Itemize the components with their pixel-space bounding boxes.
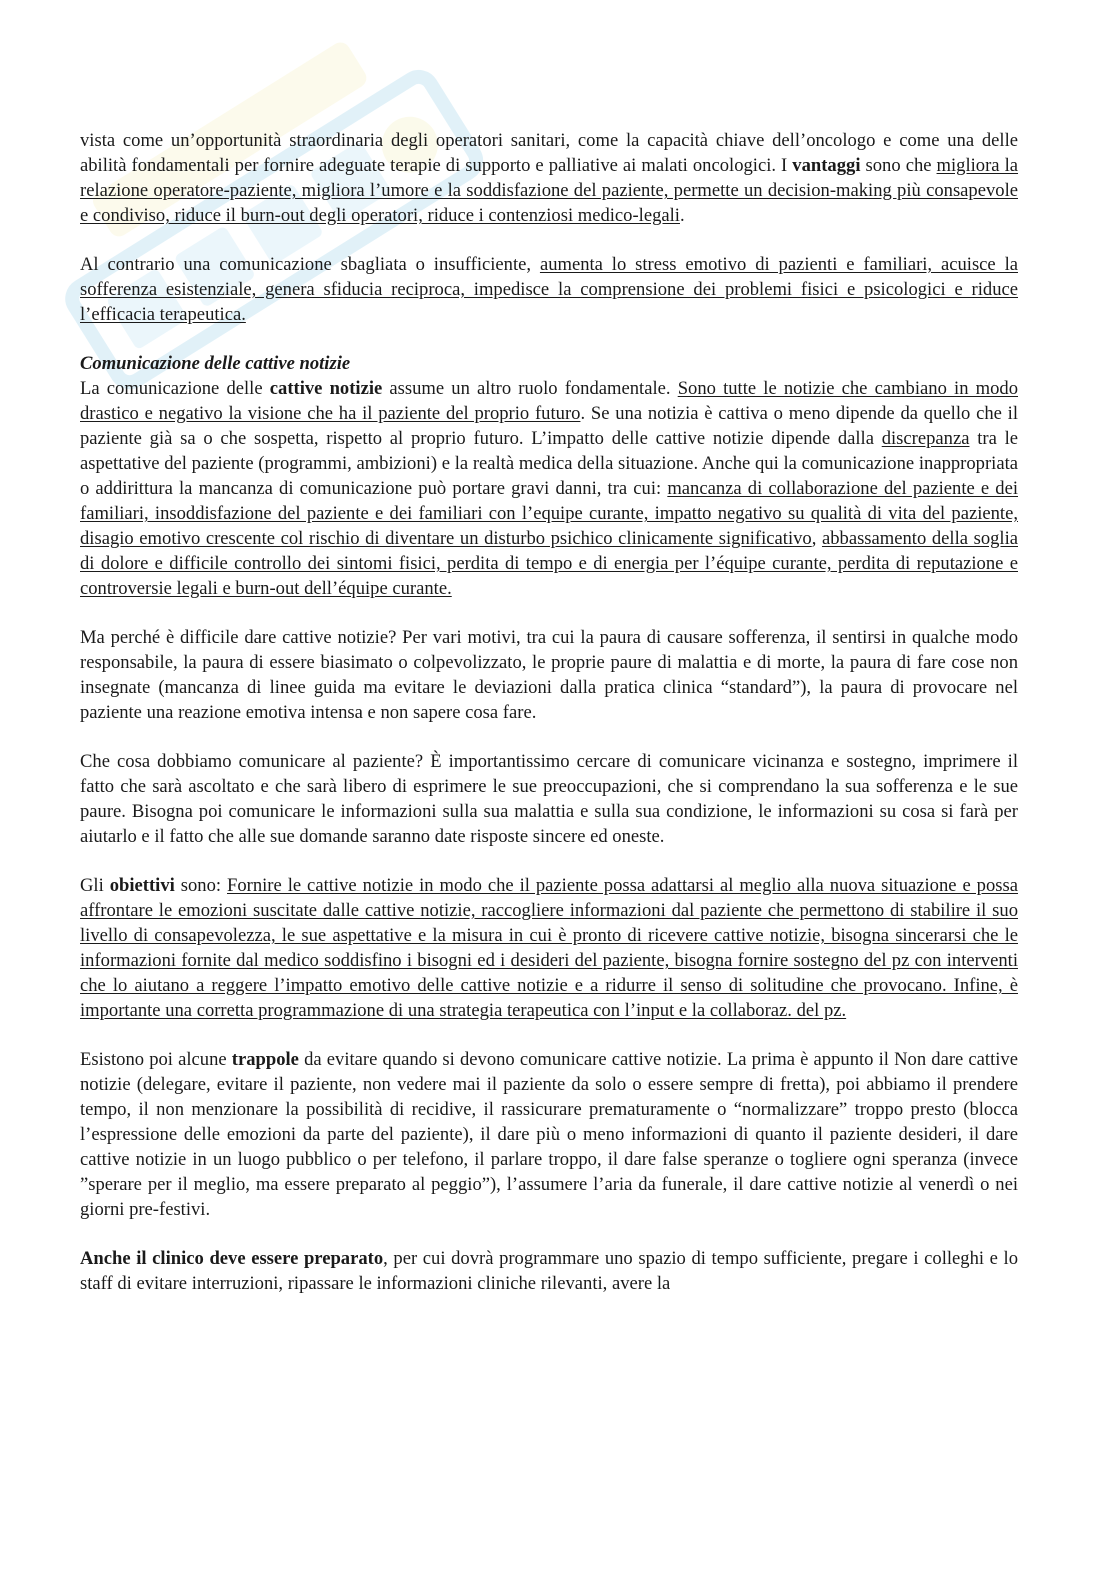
paragraph-cattive-notizie: La comunicazione delle cattive notizie assume un altro ruolo fondamentale. Sono tutte le notizie che cambiano in modo drastico e negativo la visione che ha il paziente del proprio futuro. Se una notizia è cattiva o meno dipende da quello che il paziente già sa o che sospetta, rispetto al proprio futuro. L’impatto delle cattive notizie dipende dalla discrepanza tra le aspettative del paziente (programmi, ambizioni) e la realtà medica della situazione. Anche qui la comunicazione inappropriata o addirittura la mancanza di comunicazione può portare gravi danni, tra cui: mancanza di collaborazione del paziente e dei familiari, insoddisfazione del paziente e dei familiari con l’equipe curante, impatto negativo su qualità di vita del paziente, disagio emotivo crescente col rischio di diventare un disturbo psichico clinicamente significativo, abbassamento della soglia di dolore e difficile controllo dei sintomi fisici, perdita di tempo e di energia per l’équipe curante, perdita di reputazione e controversie legali e burn-out dell’équipe curante. — [80, 378, 1019, 599]
paragraph-trappole: Esistono poi alcune trappole da evitare quando si devono comunicare cattive notizie. La prima è appunto il Non dare cattive notizie (delegare, evitare il paziente, non vedere mai il paziente da solo o essere sempre di fretta), poi abbiamo il prendere tempo, il non menzionare la possibilità di recidive, il rassicurare prematuramente o “normalizzare” troppo presto (blocca l’espressione delle emozioni da parte del paziente), il dare più o meno informazioni di quanto il paziente desideri, il dare cattive notizie in un luogo pubblico o per telefono, il parlare troppo, il dare false speranze o togliere ogni speranza (invece ”sperare per il meglio, ma essere preparato al peggio”), l’assumere l’aria da funerale, il dare cattive notizie al venerdì o nei giorni pre-festivi. — [80, 1049, 1018, 1220]
bold-term: cattive notizie — [269, 378, 383, 399]
bold-term: Anche il clinico deve essere preparato — [80, 1248, 384, 1269]
document-page — [80, 128, 1018, 1296]
underlined-text: migliora la relazione operatore-paziente, migliora l’umore e la soddisfazione del paziente, permette un decision-making più consapevole e condiviso, riduce il burn-out degli operatori, riduce i contenziosi medico-legali — [80, 155, 1019, 226]
section-heading: Comunicazione delle cattive notizie — [80, 353, 351, 374]
underlined-text: discrepanza — [881, 428, 970, 449]
underlined-text: Fornire le cattive notizie in modo che il paziente possa adattarsi al meglio alla nuova situazione e possa affrontare le emozioni suscitate dalle cattive notizie, raccogliere informazioni dal paziente che permettono di stabilire il suo livello di consapevolezza, le sue aspettative e la misura in cui è pronto di ricevere cattive notizie, bisogna sincerarsi che le informazioni fornite dal medico soddisfino i bisogni ed i desideri del paziente, bisogna fornire sostegno del pz con interventi che lo aiutano a reggere l’impatto emotivo delle cattive notizie e a ridurre il senso di solitudine che provocano. Infine, è importante una corretta programmazione di una strategia terapeutica con l’input e la collaboraz. del pz. — [80, 875, 1018, 1021]
paragraph-obiettivi: Gli obiettivi sono: Fornire le cattive notizie in modo che il paziente possa adattarsi al meglio alla nuova situazione e possa affrontare le emozioni suscitate dalle cattive notizie, raccogliere informazioni dal paziente che permettono di stabilire il suo livello di consapevolezza, le sue aspettative e la misura in cui è pronto di ricevere cattive notizie, bisogna sincerarsi che le informazioni fornite dal medico soddisfino i bisogni ed i desideri del paziente, bisogna fornire sostegno del pz con interventi che lo aiutano a reggere l’impatto emotivo delle cattive notizie e a ridurre il senso di solitudine che provocano. Infine, è importante una corretta programmazione di una strategia terapeutica con l’input e la collaboraz. del pz. — [80, 875, 1018, 1021]
paragraph-cosa-comunicare: Che cosa dobbiamo comunicare al paziente? È importantissimo cercare di comunicare vicinanza e sostegno, imprimere il fatto che sarà ascoltato e che sarà libero di esprimere le sue preoccupazioni, che si comprendano la sua sofferenza e le sue paure. Bisogna poi comunicare le informazioni sulla sua malattia e sulla sua condizione, le informazioni su cosa si farà per aiutarlo e il fatto che alle sue domande saranno date risposte sincere ed oneste. — [80, 751, 1018, 847]
underlined-text: abbassamento della soglia di dolore e difficile controllo dei sintomi fisici, perdita di tempo e di energia per l’équipe curante, perdita di reputazione e controversie legali e burn-out dell’équipe curante. — [80, 528, 1018, 599]
underlined-text: mancanza di collaborazione del paziente e dei familiari, insoddisfazione del paziente e dei familiari con l’equipe curante, impatto negativo su qualità di vita del paziente, disagio emotivo crescente col rischio di diventare un disturbo psichico clinicamente significativo — [80, 478, 1018, 549]
bold-term: vantaggi — [792, 155, 861, 176]
bold-term: trappole — [231, 1049, 299, 1070]
paragraph-vantaggi: vista come un’opportunità straordinaria degli operatori sanitari, come la capacità chiave dell’oncologo e come una delle abilità fondamentali per fornire adeguate terapie di supporto e palliative ai malati oncologici. I vantaggi sono che migliora la relazione operatore-paziente, migliora l’umore e la soddisfazione del paziente, permette un decision-making più consapevole e condiviso, riduce il burn-out degli operatori, riduce i contenziosi medico-legali. — [80, 130, 1019, 226]
underlined-text: Sono tutte le notizie che cambiano in modo drastico e negativo la visione che ha il paziente del proprio futuro — [80, 378, 1019, 424]
paragraph-perche-difficile: Ma perché è difficile dare cattive notizie? Per vari motivi, tra cui la paura di causare sofferenza, il sentirsi in qualche modo responsabile, la paura di essere biasimato o colpevolizzato, le proprie paure di malattia e di morte, la paura di fare cose non insegnate (mancanza di linee guida ma evitare le deviazioni dalla pratica clinica “standard”), la paura di provocare nel paziente una reazione emotiva intensa e non sapere cosa fare. — [80, 627, 1018, 723]
paragraph-clinico-preparato: Anche il clinico deve essere preparato, per cui dovrà programmare uno spazio di tempo sufficiente, pregare i colleghi e lo staff di evitare interruzioni, ripassare le informazioni cliniche rilevanti, avere la — [80, 1248, 1018, 1294]
paragraph-comunicazione-sbagliata: Al contrario una comunicazione sbagliata o insufficiente, aumenta lo stress emotivo di pazienti e familiari, acuisce la sofferenza esistenziale, genera sfiducia reciproca, impedisce la comprensione dei problemi fisici e psicologici e riduce l’efficacia terapeutica. — [80, 254, 1018, 325]
bold-term: obiettivi — [109, 875, 175, 896]
underlined-text: aumenta lo stress emotivo di pazienti e familiari, acuisce la sofferenza esistenziale, genera sfiducia reciproca, impedisce la comprensione dei problemi fisici e psicologici e riduce l’efficacia terapeutica. — [80, 254, 1018, 325]
